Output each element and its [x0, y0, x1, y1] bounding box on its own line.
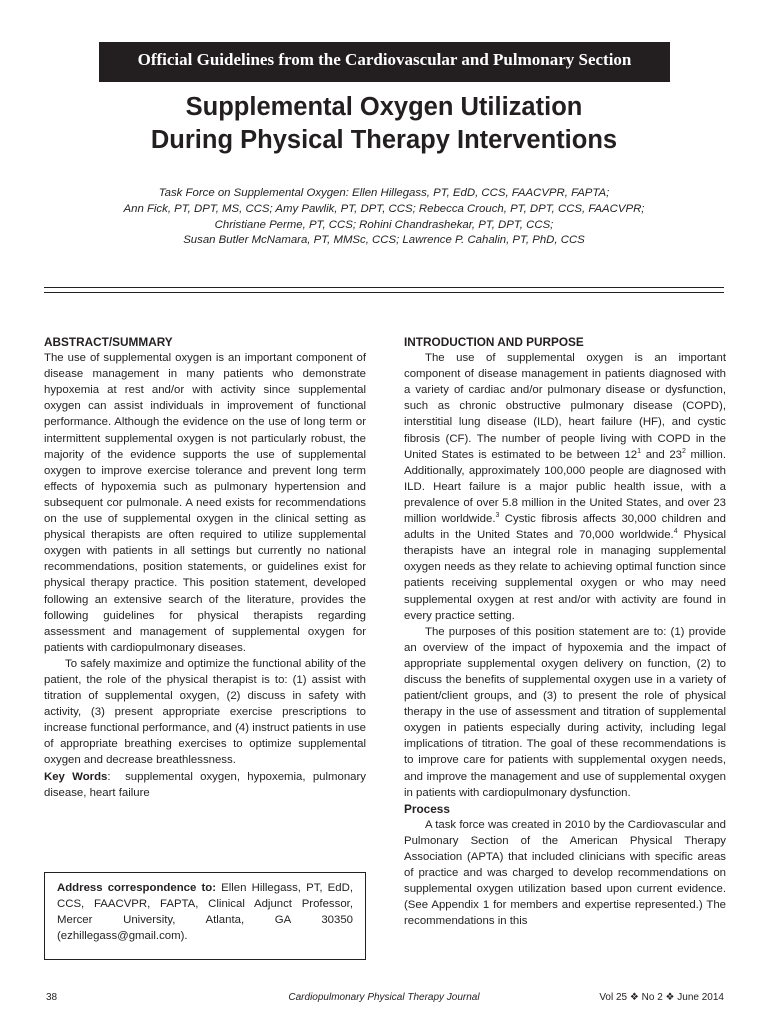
author-line: Susan Butler McNamara, PT, MMSc, CCS; Lawrence P. Cahalin, PT, PhD, CCS	[183, 234, 585, 247]
keywords-text: supplemental oxygen, hypoxemia, pulmonary disease, heart failure	[44, 770, 366, 799]
citation-ref: 1	[637, 447, 642, 455]
page-number: 38	[46, 992, 58, 1003]
intro-heading: INTRODUCTION AND PURPOSE	[404, 335, 584, 349]
issue-info: Vol 25 ❖ No 2 ❖ June 2014	[599, 992, 724, 1003]
abstract-paragraph: The use of supplemental oxygen is an important component of disease management in many patients who demonstrate hypoxemia at rest and/or with activity since supplemental oxygen can assist individuals in improvement of functional performance. Although the evidence on the use of long term or intermittent supplemental oxygen is not particularly robust, the majority of the evidence supports the use of supplemental oxygen to improve exercise tolerance and prevent long term effects of hypoxemia such as pulmonary hypertension and subsequent cor pulmonale. A need exists for recommendations on the use of supplemental oxygen in the clinical setting as physical therapists are often required to utilize supplemental oxygen with patients in all settings but currently no national recommendations, position statements, or guidelines exist for physical therapy practice. This position statement, developed following an extensive search of the literature, provides the following guidelines for physical therapists regarding assessment and management of supplemental oxygen for patients with cardiopulmonary diseases.	[44, 352, 366, 654]
intro-paragraph	[404, 350, 726, 624]
citation-ref: 3	[495, 512, 500, 520]
divider-bottom	[44, 292, 724, 293]
citation-ref: 4	[673, 528, 678, 536]
title-line-2: During Physical Therapy Interventions	[150, 126, 618, 154]
abstract-paragraph: To safely maximize and optimize the functional ability of the patient, the role of the physical therapist is to: (1) assist with titration of supplemental oxygen, (2) discuss in safety with activity, (3) present appropriate exercise prescriptions to increase functional performance, and (4) instruct patients in use of appropriate breathing exercises to optimize supplemental oxygen and decrease breathlessness.	[44, 657, 366, 767]
abstract-column	[44, 334, 366, 801]
journal-name: Cardiopulmonary Physical Therapy Journal	[288, 992, 480, 1003]
process-heading: Process	[404, 801, 450, 816]
text-run: and 23	[641, 448, 682, 461]
author-line: Task Force on Supplemental Oxygen: Ellen Hillegass, PT, EdD, CCS, FAACVPR, FAPTA;	[158, 187, 610, 199]
intro-column	[404, 334, 726, 929]
author-line: Ann Fick, PT, DPT, MS, CCS; Amy Pawlik, PT, DPT, CCS; Rebecca Crouch, PT, DPT, CCS, FAACVPR;	[123, 202, 645, 215]
title-line-1: Supplemental Oxygen Utilization	[185, 93, 583, 121]
address-label: Address correspondence to:	[57, 882, 216, 894]
author-line: Christiane Perme, PT, CCS; Rohini Chandrashekar, PT, DPT, CCS;	[214, 218, 554, 231]
author-list	[40, 186, 728, 249]
keywords-label: Key Words	[44, 770, 108, 783]
section-banner: Official Guidelines from the Cardiovascular and Pulmonary Section	[99, 42, 670, 82]
abstract-heading: ABSTRACT/SUMMARY	[44, 335, 173, 349]
address-correspondence-box	[44, 872, 366, 960]
address-text: Ellen Hillegass, PT, EdD, CCS, FAACVPR, FAPTA, Clinical Adjunct Professor, Mercer University, Atlanta, GA 30350 (ezhillegass@gmail.com).	[57, 882, 354, 943]
keywords: Key Words: supplemental oxygen, hypoxemia, pulmonary disease, heart failure	[44, 770, 366, 799]
text-run: The use of supplemental oxygen is an important component of disease management in patients diagnosed with a variety of cardiac and/or pulmonary disease or dysfunction, such as chronic obstructive pulmonary disease (COPD), interstitial lung disease (ILD), heart failure (HF), and cystic fibrosis (CF). The number of people living with COPD in the United States is estimated to be between 12	[404, 352, 726, 461]
citation-ref: 2	[682, 447, 686, 455]
article-title	[40, 91, 728, 157]
text-run: Physical therapists have an integral role in managing supplemental oxygen needs as they relate to achieving optimal function since patients receiving supplemental oxygen or who may need supplemental oxygen at rest and/or with activity are found in every practice setting.	[404, 529, 726, 622]
intro-paragraph: The purposes of this position statement are to: (1) provide an overview of the impact of hypoxemia and the impact of appropriate supplemental oxygen delivery on function, (2) to discuss the benefits of supplemental oxygen use in a variety of patient/client groups, and (3) to present the role of physical therapy in the use of assessment and titration of supplemental oxygen in patients especially during activity, including legal implications of titration. The goal of these recommendations is to improve care for patients with supplemental oxygen needs, and improve the management and use of supplemental oxygen in patients with cardiopulmonary dysfunction.	[404, 625, 726, 799]
text-run: million. Additionally, approximately 100,000 people are diagnosed with ILD. Heart failure is a major public health issue, with a prevalence of over 5.8 million in the United States, and over 23 million worldwide.	[404, 448, 726, 526]
text-run: Cystic fibrosis affects 30,000 children and adults in the United States and 70,000 worldwide.	[404, 513, 726, 542]
divider-top	[44, 287, 724, 288]
process-paragraph: A task force was created in 2010 by the Cardiovascular and Pulmonary Section of the American Physical Therapy Association (APTA) that included clinicians with specific areas of practice and was charged to develop recommendations on supplemental oxygen utilization based upon current evidence. (See Appendix 1 for members and expertise represented.) The recommendations in this	[404, 818, 726, 928]
